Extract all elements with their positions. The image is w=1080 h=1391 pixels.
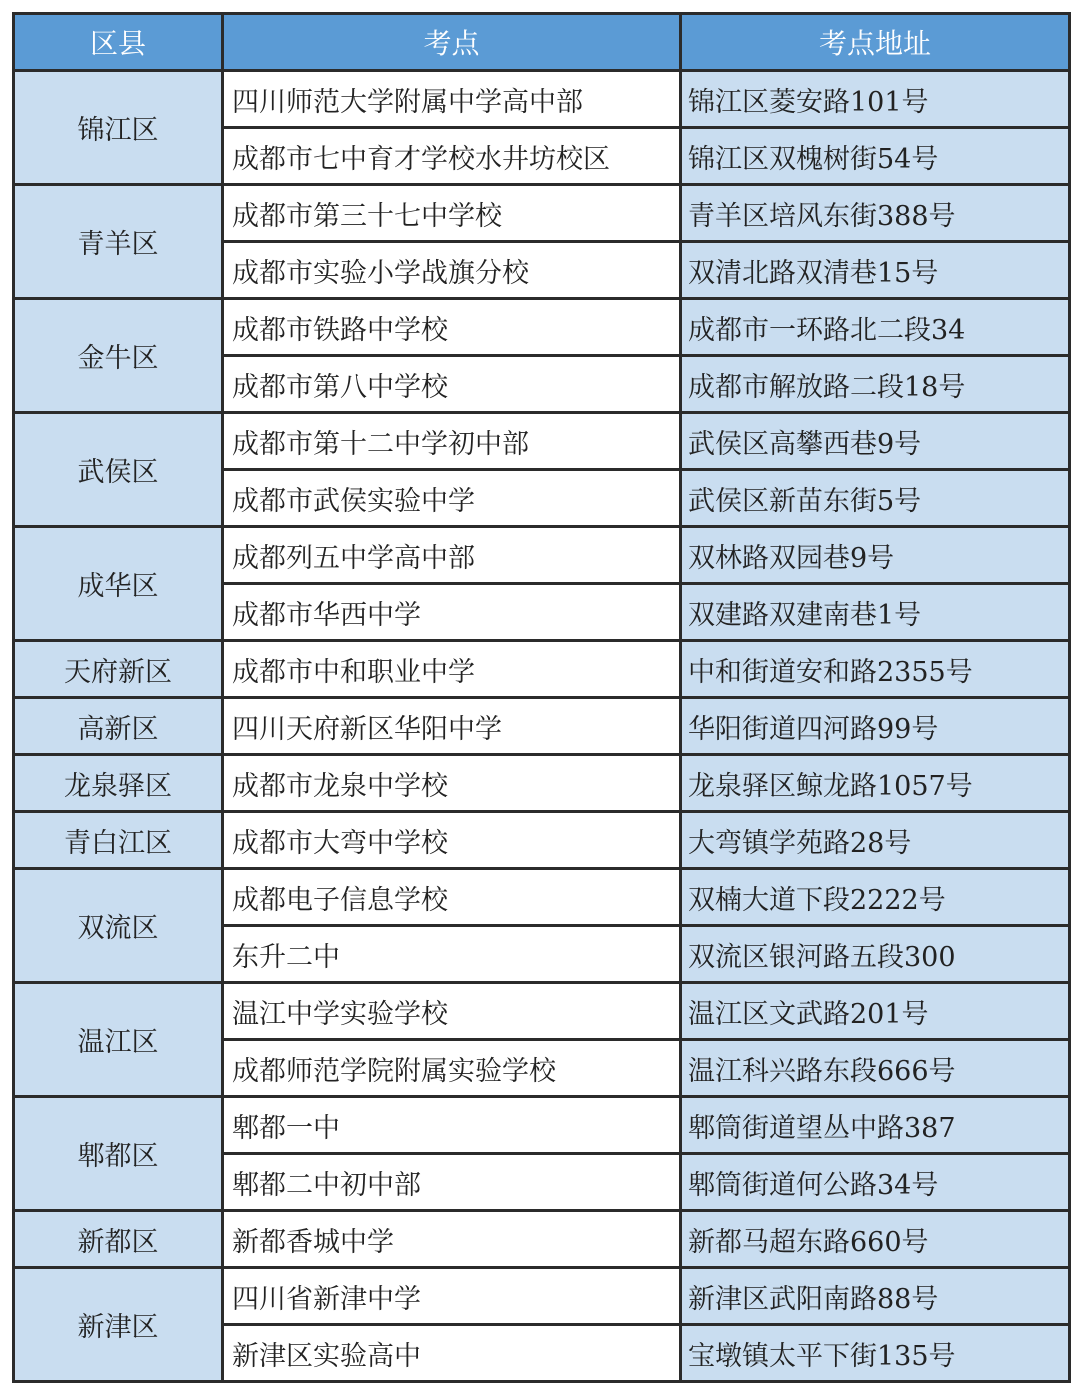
table-row [14,1211,1070,1268]
district-cell: 高新区 [14,698,223,755]
exam-site-address-cell: 新都马超东路660号 [681,1211,1070,1268]
exam-site-address-cell: 双楠大道下段2222号 [681,869,1070,926]
exam-site-cell: 郫都二中初中部 [223,1154,681,1211]
exam-site-cell: 温江中学实验学校 [223,983,681,1040]
exam-site-address-cell: 双流区银河路五段300 [681,926,1070,983]
table-row [14,527,1070,584]
district-cell: 温江区 [14,983,223,1097]
exam-site-address-cell: 双建路双建南巷1号 [681,584,1070,641]
exam-site-cell: 成都市中和职业中学 [223,641,681,698]
table-row [14,812,1070,869]
table-row [14,641,1070,698]
exam-site-cell: 成都市第十二中学初中部 [223,413,681,470]
exam-site-cell: 成都市大弯中学校 [223,812,681,869]
exam-site-cell: 成都市龙泉中学校 [223,755,681,812]
exam-site-table [12,12,1071,1383]
exam-site-cell: 郫都一中 [223,1097,681,1154]
exam-site-address-cell: 青羊区培风东街388号 [681,185,1070,242]
exam-site-cell: 成都市七中育才学校水井坊校区 [223,128,681,185]
table-header [14,14,1070,71]
exam-site-cell: 成都市武侯实验中学 [223,470,681,527]
table-row [14,869,1070,926]
column-header-district: 区县 [14,14,223,71]
table-row [14,71,1070,128]
exam-site-address-cell: 双林路双园巷9号 [681,527,1070,584]
district-cell: 双流区 [14,869,223,983]
table-row [14,698,1070,755]
exam-site-cell: 四川师范大学附属中学高中部 [223,71,681,128]
exam-site-cell: 成都市华西中学 [223,584,681,641]
exam-site-cell: 东升二中 [223,926,681,983]
table-row [14,1097,1070,1154]
exam-site-address-cell: 温江科兴路东段666号 [681,1040,1070,1097]
table-row [14,755,1070,812]
exam-site-cell: 新津区实验高中 [223,1325,681,1382]
exam-site-address-cell: 成都市解放路二段18号 [681,356,1070,413]
column-header-site: 考点 [223,14,681,71]
exam-site-cell: 成都市铁路中学校 [223,299,681,356]
table-body [14,71,1070,1382]
district-cell: 青羊区 [14,185,223,299]
exam-site-address-cell: 温江区文武路201号 [681,983,1070,1040]
table-row [14,1268,1070,1325]
exam-site-cell: 成都市第三十七中学校 [223,185,681,242]
exam-site-address-cell: 锦江区菱安路101号 [681,71,1070,128]
exam-site-address-cell: 中和街道安和路2355号 [681,641,1070,698]
exam-site-address-cell: 郫筒街道望丛中路387 [681,1097,1070,1154]
table-row [14,185,1070,242]
exam-site-cell: 成都市实验小学战旗分校 [223,242,681,299]
exam-site-address-cell: 大弯镇学苑路28号 [681,812,1070,869]
header-row [14,14,1070,71]
district-cell: 天府新区 [14,641,223,698]
table-row [14,413,1070,470]
exam-site-address-cell: 成都市一环路北二段34 [681,299,1070,356]
exam-site-address-cell: 锦江区双槐树街54号 [681,128,1070,185]
district-cell: 锦江区 [14,71,223,185]
exam-site-cell: 新都香城中学 [223,1211,681,1268]
exam-site-cell: 四川省新津中学 [223,1268,681,1325]
exam-site-address-cell: 武侯区高攀西巷9号 [681,413,1070,470]
exam-site-address-cell: 武侯区新苗东街5号 [681,470,1070,527]
district-cell: 郫都区 [14,1097,223,1211]
exam-site-address-cell: 新津区武阳南路88号 [681,1268,1070,1325]
exam-site-address-cell: 华阳街道四河路99号 [681,698,1070,755]
exam-site-cell: 成都市第八中学校 [223,356,681,413]
district-cell: 新都区 [14,1211,223,1268]
exam-site-address-cell: 龙泉驿区鲸龙路1057号 [681,755,1070,812]
column-header-address: 考点地址 [681,14,1070,71]
exam-site-address-cell: 宝墩镇太平下街135号 [681,1325,1070,1382]
district-cell: 成华区 [14,527,223,641]
exam-site-address-cell: 双清北路双清巷15号 [681,242,1070,299]
exam-site-cell: 成都列五中学高中部 [223,527,681,584]
exam-site-cell: 四川天府新区华阳中学 [223,698,681,755]
table-row [14,299,1070,356]
district-cell: 武侯区 [14,413,223,527]
exam-site-address-cell: 郫筒街道何公路34号 [681,1154,1070,1211]
district-cell: 新津区 [14,1268,223,1382]
exam-site-cell: 成都师范学院附属实验学校 [223,1040,681,1097]
exam-site-cell: 成都电子信息学校 [223,869,681,926]
district-cell: 金牛区 [14,299,223,413]
district-cell: 青白江区 [14,812,223,869]
table-row [14,983,1070,1040]
district-cell: 龙泉驿区 [14,755,223,812]
